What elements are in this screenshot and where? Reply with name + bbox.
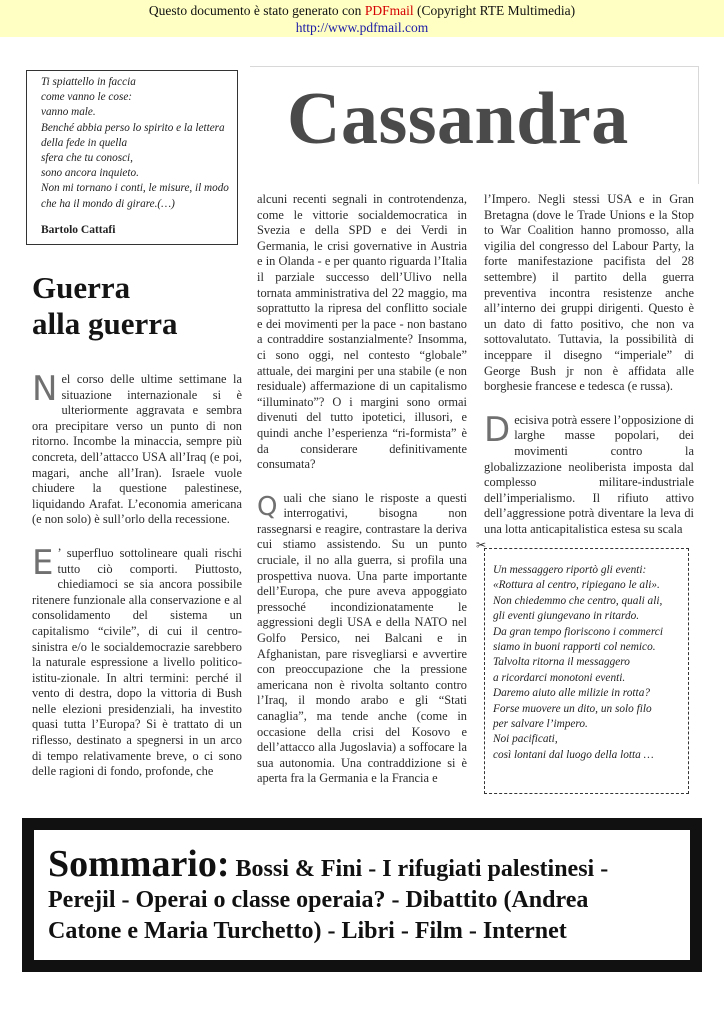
summary-box bbox=[34, 830, 690, 960]
poem-line: che ha il mondo di girare.(…) bbox=[41, 197, 175, 210]
article-paragraph: Quali che siano le risposte a questi interrogativi, bisogna non rassegnarsi e reagire, contrastare la deriva cui stiamo assistendo. Su un punto cruciale, il no alla guerra, si profila una prospettiva nuova. Una parte importante dell’Europa, che pure aveva appoggiato pressoché incondizionatamente le aggressioni degli USA e della NATO nel Golfo Persico, nei Balcani e in Afghanistan, pare risvegliarsi e avvertire con preoccupazione che la pressione americana non è rivolta soltanto contro l’Iraq, il mondo arabo e gli “Stati canaglia”, ma tende anche (come in occasione della crisi del Kosovo e dell’attacco alla Jugoslavia) a soffocare la sua autonomia. Una contraddizione si è aperta fra la Germania e la Francia e bbox=[257, 490, 467, 786]
quote-line: così lontani dal luogo della lotta … bbox=[493, 748, 654, 761]
quote-line: Da gran tempo fioriscono i commerci bbox=[493, 625, 663, 638]
poem-line: Benché abbia perso lo spirito e la lettera bbox=[41, 121, 225, 134]
poem-line: Non mi tornano i conti, le misure, il modo bbox=[41, 182, 229, 195]
newspaper-title: Cassandra bbox=[287, 78, 629, 160]
poem-line: sono ancora inquieto. bbox=[41, 167, 139, 180]
article-title bbox=[32, 270, 178, 342]
poem-line: Ti spiattello in faccia bbox=[41, 76, 136, 88]
summary-frame bbox=[22, 818, 702, 972]
poem-author: Bartolo Cattafi bbox=[41, 223, 116, 236]
summary-heading: Sommario: bbox=[48, 843, 230, 885]
poem-line: sfera che tu conosci, bbox=[41, 152, 133, 165]
drop-cap: Q bbox=[257, 491, 278, 522]
quote-line: Forse muovere un dito, un solo filo bbox=[493, 702, 652, 715]
summary-line: Perejil - Operai o classe operaia? - Dibattito (Andrea bbox=[48, 887, 589, 913]
pdf-generator-banner bbox=[0, 0, 724, 37]
article-title-line: alla guerra bbox=[32, 306, 178, 341]
epigraph-poem-box bbox=[26, 70, 238, 245]
summary-line: Sommario: Bossi & Fini - I rifugiati palestinesi - bbox=[48, 843, 609, 885]
scissors-icon: ✂ bbox=[476, 538, 487, 552]
article-column-1 bbox=[32, 369, 242, 798]
quote-line: Un messaggero riportò gli eventi: bbox=[493, 564, 647, 576]
article-title-line: Guerra bbox=[32, 270, 131, 305]
drop-cap: E bbox=[32, 542, 54, 583]
quote-line: gli eventi giungevano in ritardo. bbox=[493, 610, 640, 623]
article-paragraph: l’Impero. Negli stessi USA e in Gran Bretagna (dove le Trade Unions e la Stop to War Coalition hanno promosso, alla vigilia del congresso del Labour Party, la forte manifestazione pacifista del 28 settembre) il partito della guerra preventiva incontra resistenze anche all’interno dei gruppi dirigenti. Questo è un dato di fatto positivo, che non va sottovalutato. Tuttavia, la possibilità di inceppare il disegno “imperiale” di George Bush jr non è affidata alle borghesie francese e tedesca (e russa). bbox=[484, 192, 694, 394]
quote-line: per salvare l’impero. bbox=[493, 718, 588, 731]
drop-cap: D bbox=[484, 409, 511, 450]
article-paragraph: Nel corso delle ultime settimane la situazione internazionale si è ulteriormente aggravata e sembra ora precipitare verso un punto di non ritorno. Incombe la minaccia, sempre più concreta, dell’attacco USA all’Iraq (e poi, magari, anche all’Iran). Israele vuole chiudere la questione palestinese, liquidando Arafat. L’economia americana (e non solo) è sull’orlo della recessione. bbox=[32, 369, 242, 527]
masthead bbox=[250, 66, 699, 184]
banner-url-link[interactable]: http://www.pdfmail.com bbox=[295, 20, 429, 35]
article-paragraph: E ’ superfluo sottolineare quali rischi tutto ciò comporti. Piuttosto, chiediamoci se sia ancora possibile ritenere funzionale alla conservazione e al consolidamento del sistema un capitalismo “civile”, di cui il centro-sinistra e/o le socialdemocrazie sarebbero la naturale espressione a livello politico-istitu-zionale. In altri termini: perché il vento di destra, dopo la vittoria di Bush nelle elezioni presidenziali, ha investito quasi tutta l’Europa? Si è trattato di un riflesso, destinato a spegnersi in un arco di tempo relativamente breve, o ci sono delle ragioni di fondo, profonde, che bbox=[32, 542, 242, 779]
poem-line: vanno male. bbox=[41, 106, 96, 119]
quote-line: siamo in buoni rapporti col nemico. bbox=[493, 641, 656, 654]
poem-line: come vanno le cose: bbox=[41, 91, 133, 104]
quote-line: «Rottura al centro, ripiegano le ali». bbox=[493, 579, 660, 592]
drop-cap: N bbox=[32, 369, 58, 409]
poem-line: della fede in quella bbox=[41, 136, 128, 149]
quote-line: Talvolta ritorna il messaggero bbox=[493, 656, 630, 669]
quote-line: Noi pacificati, bbox=[493, 733, 558, 746]
quote-line: Daremo aiuto alle milizie in rotta? bbox=[493, 687, 650, 700]
banner-notice: Questo documento è stato generato con PDFmail (Copyright RTE Multimedia) bbox=[148, 3, 576, 18]
article-column-2 bbox=[257, 192, 467, 805]
quote-line: Non chiedemmo che centro, quali ali, bbox=[493, 594, 663, 607]
article-column-3 bbox=[484, 192, 694, 555]
summary-line: Catone e Maria Turchetto) - Libri - Film - Internet bbox=[48, 918, 567, 944]
article-paragraph: Decisiva potrà essere l’opposizione di larghe masse popolari, dei movimenti contro la globalizzazione neoliberista imposta dal complesso militare-industriale dell’imperialismo. Il rifiuto attivo dell’aggressione potrà diventare la leva di una lotta anticapitalistica estesa su scala bbox=[484, 409, 694, 536]
banner-product: PDFmail bbox=[364, 3, 414, 18]
quote-line: a ricordarci monotoni eventi. bbox=[493, 671, 626, 684]
article-paragraph: alcuni recenti segnali in controtendenza, come le vittorie socialdemocratica in Svezia e della SPD e dei Verdi in Germania, le crisi governative in Austria e in Olanda - e per quanto riguarda l’Italia il parziale successo dell’Ulivo nella tornata amministrativa del 22 maggio, ma soprattutto la ripresa del conflitto sociale e dei movimenti per la pace - non bastano a contraddire sostanzialmente? Insomma, ci sono oggi, nel contesto “globale” attuale, dei margini per una stabile (e non residuale) affermazione di un capitalismo “illuminato”? O i margini sono ormai divenuti del tutto ipotetici, illusori, e quindi anche l’esperienza “ri-formista” è da considerare definitivamente consumata? bbox=[257, 192, 467, 472]
quoted-poem-box bbox=[484, 548, 689, 794]
